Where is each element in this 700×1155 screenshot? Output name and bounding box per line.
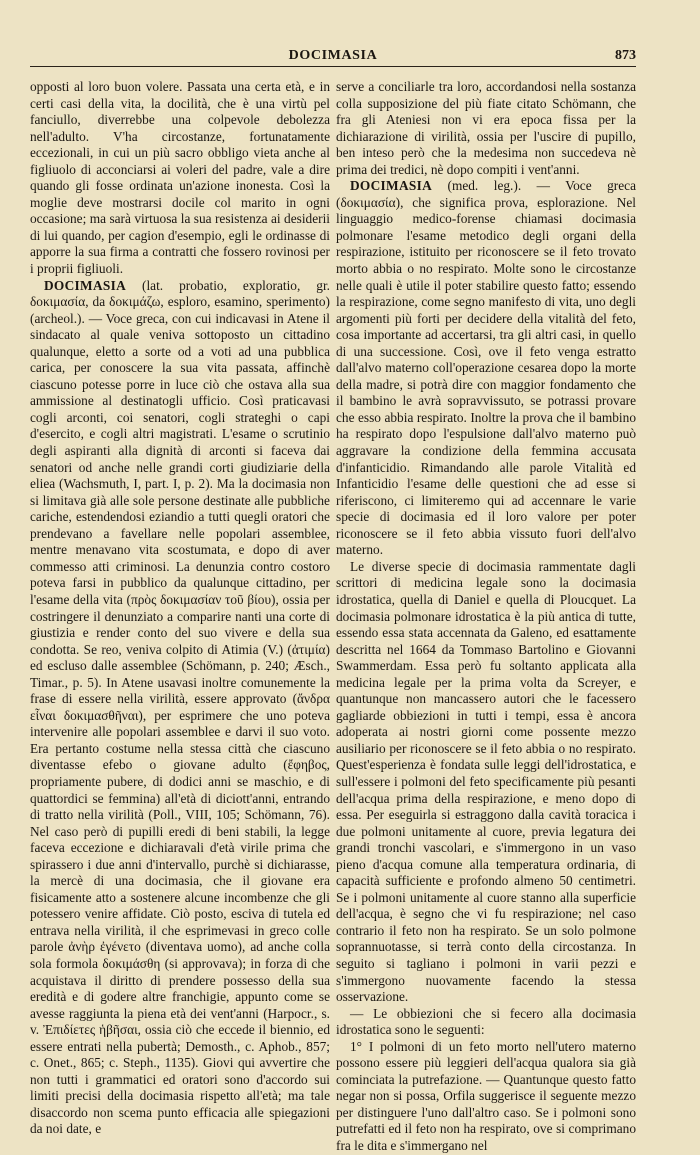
paragraph-continuation: opposti al loro buon volere. Passata una certa età, e in certi casi della vita, la docilità, che è una virtù pel fanciullo, diverrebbe una colpevole debolezza nell'adulto. V'ha circostanze, fortunatamente eccezionali, in cui un più sacro obbligo vieta anche al figliuolo di acconciarsi ai voleri del padre, vale a dire quando gli fosse ordinata un'azione inonesta. Così la moglie deve mostrarsi docile col marito in ogni occasione; ma sarà virtuosa la sua resistenza ai desiderii di lui quando, per cagion d'esempio, egli le ordinasse di apporre la sua firma a contratti che fossero rovinosi per i proprii figliuoli.: [30, 79, 330, 277]
running-header: [30, 46, 636, 67]
entry-text: (lat. probatio, exploratio, gr. δοκιμασία, da δοκιμάζω, esploro, esamino, sperimento) (archeol.). — Voce greca, con cui indicavasi in Atene il sindacato al quale veniva sottoposto un cittadino qualunque, eletto a sorte od a voti ad una pubblica carica, per conoscere la sua vita passata, affinchè ciascuno potesse porre in luce ciò che ostava alla sua ammissione al destinatogli ufficio. Così praticavasi cogli arconti, coi senatori, cogli strateghi o capi d'esercito, e cogli altri magistrati. L'esame o scrutinio degli aspiranti alla dignità di arconti si faceva dai senatori od anche nelle grandi corti giudiziarie della eliea (Wachsmuth, I, part. I, p. 2). Ma la docimasia non si limitava già alle sole persone destinate alle pubbliche cariche, estendendosi eziandio a tutti quegli oratori che prendevano a favellare nelle popolari assemblee, mentre menavano vita scostumata, e dopo di aver commesso atti criminosi. La denunzia contro costoro poteva farsi in pubblico da qualunque cittadino, per l'esame della vita (πρὸς δοκιμασίαν τοῦ βίου), ossia per costringere il denunziato a comparire nanti una corte di giustizia e render conto del suo vivere e della sua condotta. Se reo, veniva colpito di Atimia (V.) (ἀτιμία) ed escluso dalle assemblee (Schömann, p. 240; Æsch., Timar., p. 5). In Atene usavasi inoltre comunemente la frase di essere nella virilità, essere approvato (ἄνδρα εἶναι δοκιμασθῆναι), per esprimere che uno poteva intervenire alle popolari assemblee e darvi il suo voto. Era pertanto costume nella stessa città che ciascuno diventasse efebo o giovane adulto (ἔφηβος, propriamente pubere, di dodici anni se maschio, e di quattordici se femmina) all'età di diciott'anni, entrando di tratto nella virilità (Poll., VIII, 105; Schömann, 76). Nel caso però di pupilli eredi di beni stabili, la legge faceva eccezione e dichiaravali d'età virile prima che spirassero i due anni d'intervallo, purchè si dichiarasse, la mercè di una docimasia, che il giovane era fisicamente atto a sostenere alcune incombenze che gli potessero venire affidate. Ciò posto, esciva di tutela ed entrava nella virilità, il che esprimevasi in greco colle parole ἀνὴρ ἐγένετο (diventava uomo), ad anche colla sola formola δοκιμάσθη (si approvava); in forza di che acquistava il diritto di prendere possesso della sua eredità e di godere altre franchigie, appunto come se avesse raggiunta la piena età dei vent'anni (Harpocr., s. v. Ἐπιδίετες ἡβῆσαι, ossia ciò che eccede il biennio, ed essere entrati nella pubertà; Demosth., c. Aphob., 857; c. Onet., 865; c. Steph., 1135). Giovi qui avvertire che non tutti i grammatici ed oratori sono d'accordo sui limiti precisi della docimasia rispetto all'età; ma tale disaccordo non scema punto efficacia alle spiegazioni da noi date, e: [30, 277, 331, 1137]
entry-text: (med. leg.). — Voce greca (δοκιμασία), che significa prova, esplorazione. Nel linguaggio medico-forense chiamasi docimasia polmonare l'esame metodico degli organi della respirazione, istituito per riconoscere se il feto trovato morto abbia o no respirato. Molte sono le circostanze nelle quali è utile il poter stabilire questo fatto; essendo la respirazione, come segno manifesto di vita, uno degli argomenti più forti per decidere della vitalità del feto, cosa importante ad accertarsi, tra gli altri casi, in quello di una successione. Così, ove il feto venga estratto dall'alvo materno coll'operazione cesarea dopo la morte della madre, si potrà dire con maggior fondamento che il bambino le avrà sopravvissuto, se potrassi provare che esso abbia respirato. Inoltre la prova che il bambino ha respirato dopo l'espulsione dall'alvo materno può aggravare la condizione della femmina accusata d'infanticidio. Rimandando alle parole Vitalità ed Infanticidio l'esame delle questioni che ad esse si riferiscono, ci limiteremo qui ad accennare le varie specie di docimasia ed il loro valore per poter riconoscere se il feto abbia vissuto fuori dell'alvo materno.: [336, 178, 636, 558]
paragraph-objection-1: 1° I polmoni di un feto morto nell'utero materno possono essere più leggieri dell'acqua qualora sia già cominciata la putrefazione. — Quantunque questo fatto negar non si possa, Orfila suggerisce il seguente mezzo per distinguere l'uno dall'altro caso. Se i polmoni sono putrefatti ed il feto non ha respirato, ove si comprimano fra le dita e s'immergano nel: [336, 1038, 636, 1153]
entry-headword: DOCIMASIA: [350, 178, 433, 194]
paragraph-objections: — Le obbiezioni che si fecero alla docimasia idrostatica sono le seguenti:: [336, 1005, 636, 1038]
entry-archeol: [30, 278, 330, 1138]
left-column: [30, 79, 330, 1138]
right-column: [336, 79, 636, 1155]
page-number: 873: [615, 48, 636, 63]
running-title: DOCIMASIA: [288, 48, 378, 63]
paragraph-continuation: serve a conciliarle tra loro, accordandosi nella sostanza colla supposizione del più fiate citato Schömann, che fra gli Ateniesi non vi era epoca fissa per la dichiarazione di virilità, ossia per l'uscire di pupillo, ben inteso però che la medesima non succedeva nè prima dei tredici, nè dopo compiti i vent'anni.: [336, 79, 636, 177]
entry-headword: DOCIMASIA: [44, 277, 127, 293]
entry-med-leg: [336, 178, 636, 559]
paragraph-species: Le diverse specie di docimasia rammentate dagli scrittori di medicina legale sono la docimasia idrostatica, quella di Daniel e quella di Ploucquet. La docimasia polmonare idrostatica è la più antica di tutte, essendo essa stata accennata da Galeno, ed esattamente descritta nel 1664 da Tommaso Bartolino e Giovanni Swammerdam. Essa però fu soltanto applicata alla medicina legale per la prima volta da Screyer, e quantunque non mancassero autori che le facessero gagliarde obbiezioni in tutti i tempi, essa è ancora adoperata ai nostri giorni come possente mezzo ausiliario per riconoscere se il feto abbia o no respirato. Quest'esperienza è fondata sulle leggi dell'idrostatica, e sull'essere i polmoni del feto specificamente più pesanti dell'acqua prima della respirazione, e meno dopo di essa. Per eseguirla si estraggono dalla cavità toracica i due polmoni unitamente al cuore, previa legatura dei grandi tronchi vascolari, e s'immergono in un vaso pieno d'acqua comune alla temperatura ordinaria, di capacità sufficiente e profondo almeno 50 centimetri. Se i polmoni unitamente al cuore stanno alla superficie dell'acqua, è segno che vi fu respirazione; nel caso contrario il feto non ha respirato. Se un solo polmone soprannuotasse, si terrà conto della circostanza. In seguito si tagliano i polmoni in varii pezzi e s'immergono nuovamente facendo la stessa osservazione.: [336, 558, 636, 1005]
